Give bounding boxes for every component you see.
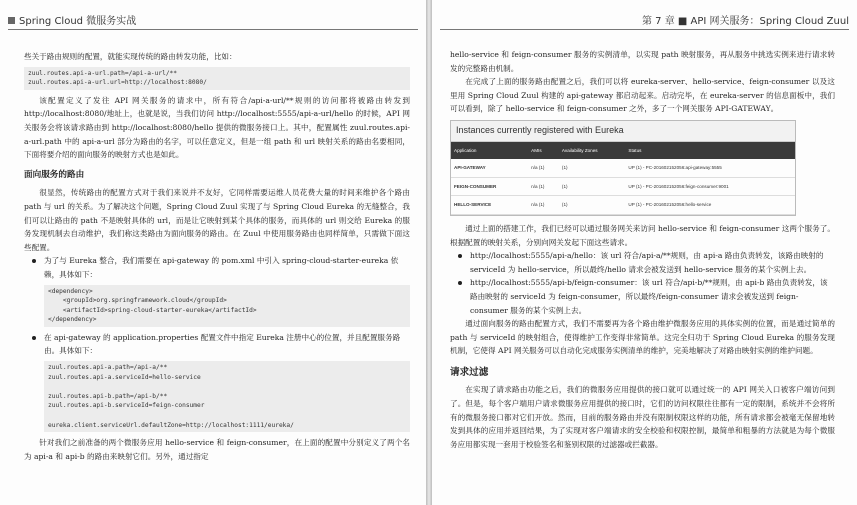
bullet-icon: [32, 259, 36, 263]
code-block-properties: zuul.routes.api-a.path=/api-a/** zuul.routes.api-a.serviceId=hello-service zuul.routes.api-b.path=/api-b/** zuul.routes.api-b.serviceId=feign-consumer eureka.client.serviceUrl.defaultZone=http://localhost:1111/eureka/: [44, 361, 410, 432]
left-bullet-2: [24, 331, 410, 358]
right-para-5: 在实现了请求路由功能之后，我们的微服务应用提供的接口就可以通过统一的 API 网关入口被客户端访问到了。但是，每个客户端用户请求微服务应用提供的接口时，它们的访问权限往往都有一定的限制，系统并不会将所有的微服务接口都对它们开放。然而，目前的服务路由并没有限制权限这样的功能，所有请求都会被毫无保留地转发到具体的应用并返回结果，为了实现对客户端请求的安全校验和权限控制，最简单和粗暴的方法就是为每个微服务应用都实现一套用于校验签名和鉴别权限的过滤器或拦截器。: [450, 385, 835, 449]
status-cell: UP (1) - PC-201602152056:feign-consumer:9001: [625, 177, 795, 196]
ami-cell: n/a (1): [528, 177, 559, 196]
left-para-3: 针对我们之前准备的两个微服务应用 hello-service 和 feign-consumer，在上面的配置中分别定义了两个名为 api-a 和 api-b 的路由来映射它们。另外，通过指定: [24, 438, 410, 461]
right-page-header: [440, 12, 849, 30]
left-para-1: 该配置定义了发往 API 网关服务的请求中，所有符合/api-a-url/**规则的访问都将被路由转发到 http://localhost:8080/地址上，也就是说，当我们访问 http://localhost:5555/api-a-url/hello 的时候，API 网关服务会将该请求路由到 http://localhost:8080/hello 提供的微服务接口上。其中，配置属性 zuul.routes.api-a-url.path 中的 api-a-url 部分为路由的名字，可以任意定义，但是一组 path 和 url 映射关系的路由名要相同，下面将要介绍的面向服务的映射方式也是如此。: [24, 95, 410, 160]
left-page-header: [8, 12, 418, 30]
left-page: [0, 0, 426, 505]
code-block-dependency: <dependency> <groupId>org.springframework.cloud</groupId> <artifactId>spring-cloud-starter-eureka</artifactId> </dependency>: [44, 285, 410, 327]
left-page-body: [24, 50, 410, 463]
right-bullet-2: [450, 276, 835, 317]
right-page-body: [450, 48, 835, 451]
right-para-3: 通过上面的搭建工作，我们已经可以通过服务网关来访问 hello-service 和 feign-consumer 这两个服务了。根据配置的映射关系，分别向网关发起下面这些请求。: [450, 223, 835, 247]
left-bullet-1: [24, 254, 410, 281]
left-header-text: Spring Cloud 微服务实战: [19, 16, 137, 27]
column-header: AMIs: [528, 142, 559, 160]
section-heading-request-filter: 请求过滤: [450, 366, 489, 378]
app-cell: API-GATEWAY: [451, 159, 528, 177]
left-bullet-2-text: 在 api-gateway 的 application.properties 配置文件中指定 Eureka 注册中心的位置，并且配置服务路由。具体如下：: [44, 332, 401, 356]
right-bullet-1: [450, 249, 835, 276]
ami-cell: n/a (1): [528, 159, 559, 177]
eureka-instances-table: [451, 142, 795, 215]
right-bullet-1-text: http://localhost:5555/api-a/hello：该 url 符合/api-a/**规则，由 api-a 路由负责转发，该路由映射的 serviceId 为 hello-service，所以最终/hello 请求会被发送到 hello-service 服务的某个实例上去。: [470, 251, 824, 274]
bullet-icon: [32, 336, 36, 340]
left-intro: 些关于路由规则的配置，就能实现传统的路由转发功能，比如：: [24, 52, 237, 61]
table-row: [451, 177, 795, 196]
zone-cell: (1): [559, 177, 625, 196]
zone-cell: (1): [559, 196, 625, 215]
right-para-1: hello-service 和 feign-consumer 服务的实例清单，以实现 path 映射服务，再从服务中挑选实例来进行请求转发的完整路由机制。: [450, 50, 835, 73]
status-cell: UP (1) - PC-201602152056:api-gateway:5555: [625, 159, 795, 177]
zone-cell: (1): [559, 159, 625, 177]
bullet-icon: [458, 281, 462, 285]
eureka-table-title: Instances currently registered with Eureka: [451, 121, 795, 142]
app-cell: FEIGN-CONSUMER: [451, 177, 528, 196]
column-header: Availability Zones: [559, 142, 625, 160]
eureka-table-header: [451, 142, 795, 160]
table-row: [451, 196, 795, 215]
ami-cell: n/a (1): [528, 196, 559, 215]
eureka-dashboard-figure: [450, 120, 796, 216]
left-bullet-1-text: 为了与 Eureka 整合，我们需要在 api-gateway 的 pom.xml 中引入 spring-cloud-starter-eureka 依赖，具体如下：: [44, 256, 399, 279]
right-header-text: 第 7 章 ■ API 网关服务：Spring Cloud Zuul: [641, 16, 849, 27]
header-square-icon: [8, 17, 15, 24]
code-block-url-route: zuul.routes.api-a-url.path=/api-a-url/** zuul.routes.api-a-url.url=http://localhost:8080/: [24, 67, 410, 90]
right-para-4: 通过面向服务的路由配置方式，我们不需要再为各个路由维护微服务应用的具体实例的位置，而是通过简单的 path 与 serviceId 的映射组合，使得维护工作变得非常简单。这完全归功于 Spring Cloud Eureka 的服务发现机制，它使得 API 网关服务可以自动化完成服务实例清单的维护，完美地解决了对路由映射实例的维护问题。: [450, 319, 835, 356]
bullet-icon: [458, 254, 462, 258]
column-header: Status: [625, 142, 795, 160]
left-para-2: 很显然，传统路由的配置方式对于我们来说并不友好，它同样需要运维人员花费大量的时间来维护各个路由 path 与 url 的关系。为了解决这个问题，Spring Cloud Zuul 实现了与 Spring Cloud Eureka 的无缝整合，我们可以让路由的 path 不是映射具体的 url，而是让它映射到某个具体的服务，而具体的 url 则交给 Eureka 的服务发现机制去自动维护，我们称这类路由为面向服务的路由。在 Zuul 中使用服务路由也同样简单，只需做下面这些配置。: [24, 188, 410, 252]
column-header: Application: [451, 142, 528, 160]
app-cell: HELLO-SERVICE: [451, 196, 528, 215]
table-row: [451, 159, 795, 177]
right-page: [432, 0, 857, 505]
section-heading-service-route: 面向服务的路由: [24, 169, 85, 180]
status-cell: UP (1) - PC-201602152056:hello-service: [625, 196, 795, 215]
right-para-2: 在完成了上面的服务路由配置之后，我们可以将 eureka-server、hello-service、feign-consumer 以及这里用 Spring Cloud Zuul 构建的 api-gateway 都启动起来。启动完毕，在 eureka-server 的信息面板中，我们可以看到，除了 hello-service 和 feign-consumer 之外，多了一个网关服务 API-GATEWAY。: [450, 77, 835, 114]
right-bullet-2-text: http://localhost:5555/api-b/feign-consumer：该 url 符合/api-b/**规则，由 api-b 路由负责转发，该路由映射的 serviceId 为 feign-consumer，所以最终/feign-consumer 请求会被发送到 feign-consumer 服务的某个实例上去。: [470, 278, 828, 315]
